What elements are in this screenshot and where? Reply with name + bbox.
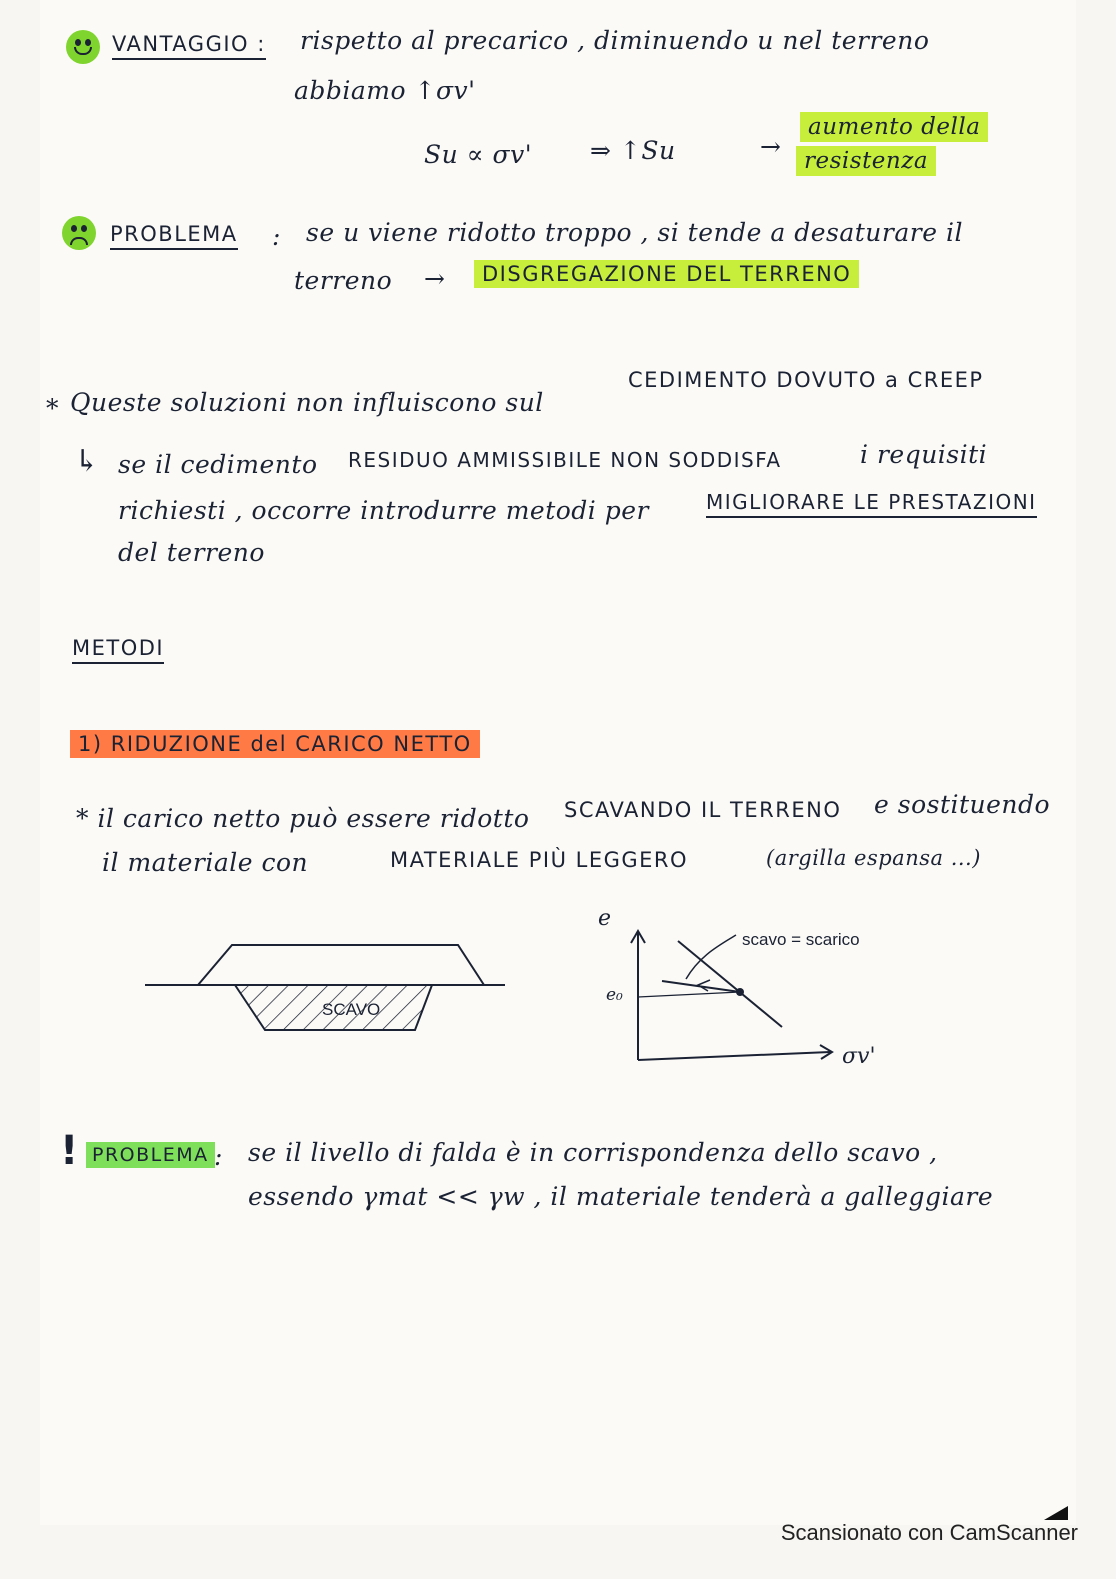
star-bullet: * bbox=[46, 394, 59, 423]
richiesti-text: richiesti , occorre introdurre metodi per bbox=[118, 496, 649, 525]
problema2-colon: : bbox=[214, 1142, 223, 1171]
problema2-text-line2: essendo γmat << γw , il materiale tenderà a galleggiare bbox=[248, 1182, 994, 1211]
camscanner-footer: Scansionato con CamScanner bbox=[780, 1520, 1078, 1545]
problema-colon: : bbox=[272, 222, 281, 251]
requisiti-text: i requisiti bbox=[860, 440, 988, 469]
scavando-text: SCAVANDO IL TERRENO bbox=[564, 798, 842, 822]
problema-label: PROBLEMA bbox=[110, 222, 238, 250]
terreno-text: del terreno bbox=[118, 538, 265, 567]
scavo-label: SCAVO bbox=[322, 1000, 381, 1019]
vantaggio-label: VANTAGGIO : bbox=[112, 32, 266, 60]
formula-su-sigma: Su ∝ σv' bbox=[424, 140, 533, 169]
y-axis-label: e bbox=[598, 906, 612, 931]
vantaggio-text-line1: rispetto al precarico , diminuendo u nel terreno bbox=[300, 26, 930, 55]
problema2-text-line1: se il livello di falda è in corrispondenza dello scavo , bbox=[248, 1138, 938, 1167]
formula-implies-su: ⇒ ↑Su bbox=[590, 136, 676, 165]
materiale-text: il materiale con bbox=[102, 848, 309, 877]
e-sigma-graph bbox=[590, 905, 900, 1075]
vantaggio-text-line2: abbiamo ↑σv' bbox=[294, 76, 476, 105]
problema-text-line2: terreno bbox=[294, 266, 393, 295]
highlight-disgregazione: DISGREGAZIONE DEL TERRENO bbox=[474, 260, 859, 288]
page-corner-mark bbox=[1044, 1506, 1068, 1520]
problema2-label: PROBLEMA bbox=[86, 1142, 215, 1168]
migliorare-text: MIGLIORARE LE PRESTAZIONI bbox=[706, 490, 1037, 518]
sostituendo-text: e sostituendo bbox=[874, 790, 1051, 819]
x-axis-label: σv' bbox=[842, 1044, 876, 1069]
cedimento-text: se il cedimento bbox=[118, 450, 318, 479]
highlight-aumento: aumento della bbox=[800, 112, 988, 142]
formula-arrow: → bbox=[760, 132, 782, 161]
highlight-resistenza: resistenza bbox=[796, 146, 936, 176]
excavation-diagram bbox=[140, 935, 515, 1040]
warning-exclamation-icon: ! bbox=[60, 1128, 79, 1174]
e0-label: e₀ bbox=[606, 985, 623, 1005]
residuo-text: RESIDUO AMMISSIBILE NON SODDISFA bbox=[348, 448, 782, 472]
carico-netto-text: * il carico netto può essere ridotto bbox=[76, 804, 530, 833]
argilla-text: (argilla espansa ...) bbox=[766, 846, 981, 870]
method1-title: 1) RIDUZIONE del CARICO NETTO bbox=[70, 730, 480, 758]
cedimento-creep-text: CEDIMENTO DOVUTO a CREEP bbox=[628, 368, 984, 392]
materiale-leggero-text: MATERIALE PIÙ LEGGERO bbox=[390, 848, 689, 872]
sub-arrow-icon: ↳ bbox=[74, 444, 100, 479]
sad-face-icon bbox=[62, 216, 96, 250]
happy-face-icon bbox=[66, 30, 100, 64]
problema-text-line1: se u viene ridotto troppo , si tende a desaturare il bbox=[306, 218, 963, 247]
metodi-heading: METODI bbox=[72, 636, 164, 664]
scavo-scarico-note: scavo = scarico bbox=[742, 930, 860, 949]
problema-arrow: → bbox=[424, 264, 446, 293]
soluzioni-text: Queste soluzioni non influiscono sul bbox=[70, 388, 544, 417]
